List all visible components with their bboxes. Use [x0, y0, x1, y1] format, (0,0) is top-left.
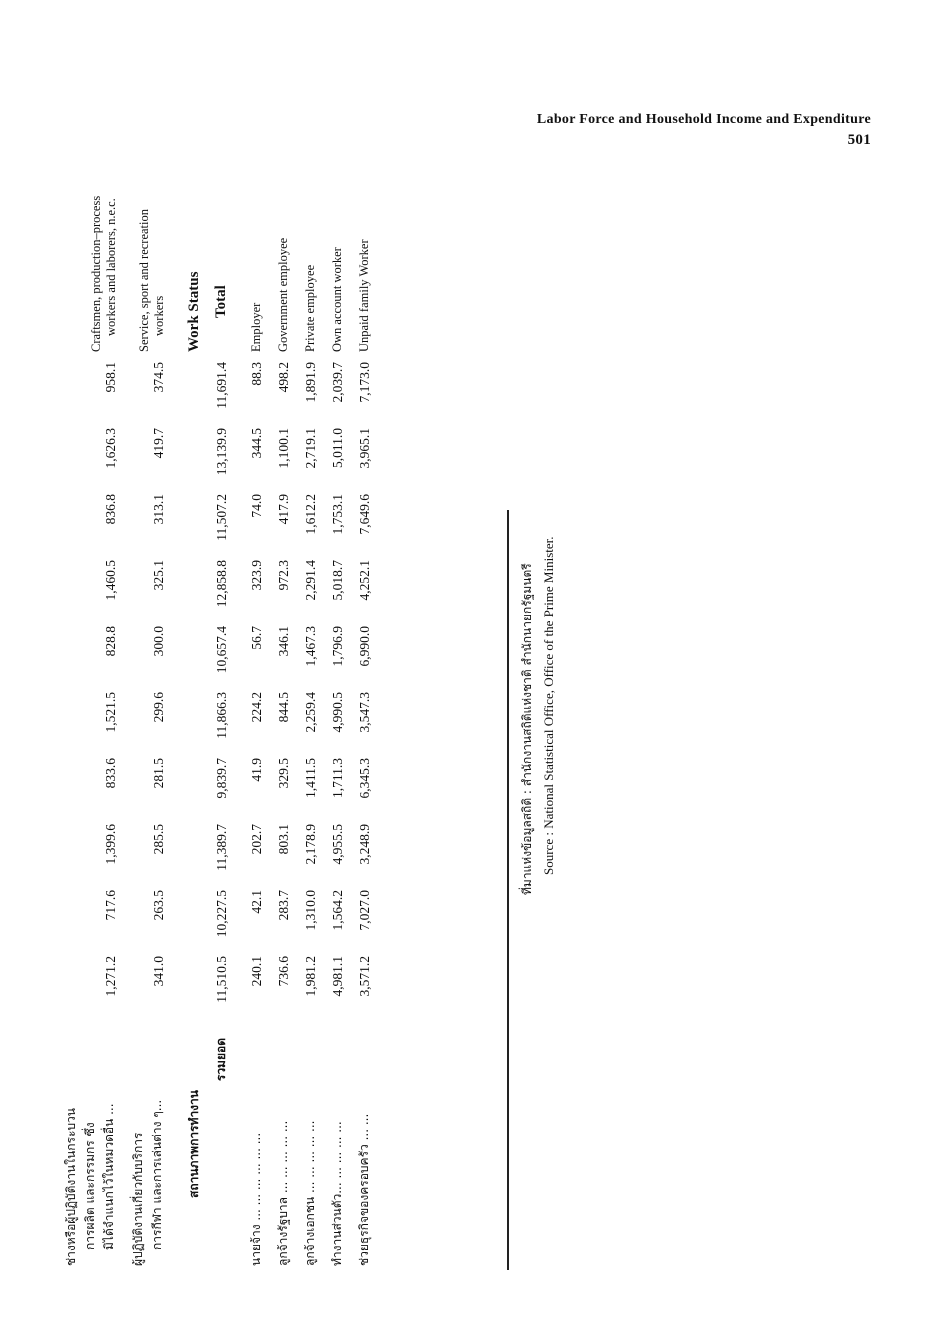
- table-cell: 1,564.2: [329, 890, 345, 931]
- table-cell: 285.5: [151, 824, 166, 855]
- table-cell: 11,389.7: [213, 824, 229, 871]
- table-cell: 13,139.9: [213, 428, 229, 476]
- table-cell: 3,248.9: [356, 824, 372, 865]
- table-cell: 1,612.2: [302, 494, 318, 535]
- table-cell: 498.2: [275, 362, 291, 393]
- table-row-government: [274, 192, 293, 1270]
- table-cell: 1,796.9: [329, 626, 345, 667]
- row-thai-label: ช่วยธุรกิจของครอบครัว ... ...: [357, 1113, 371, 1266]
- table-cell: 6,990.0: [356, 626, 372, 667]
- table-cell: 2,719.1: [302, 428, 318, 469]
- table-cell: 1,271.2: [103, 956, 118, 997]
- table-cell: 1,310.0: [302, 890, 318, 931]
- table-cell: 1,981.2: [302, 956, 318, 997]
- table-cell: 341.0: [151, 956, 166, 987]
- table-cell: 346.1: [275, 626, 291, 657]
- section-heading-row: [167, 192, 212, 1270]
- table-cell: 7,027.0: [356, 890, 372, 931]
- table-cell: 803.1: [275, 824, 291, 855]
- table-row-total: [212, 192, 231, 1270]
- table-cell: 833.6: [103, 758, 118, 789]
- table-cell: 11,510.5: [213, 956, 229, 1003]
- table-row-craftsmen: [62, 192, 119, 1270]
- table-cell: 4,955.5: [329, 824, 345, 865]
- table-cell: 1,411.5: [302, 758, 318, 798]
- table-cell: 844.5: [275, 692, 291, 723]
- table-cell: 283.7: [275, 890, 291, 921]
- table-row-private: [301, 192, 320, 1270]
- table-cell: 10,227.5: [213, 890, 229, 938]
- rotated-table-page: [62, 170, 556, 1270]
- table-cell: 240.1: [248, 956, 264, 987]
- table-cell: 1,399.6: [103, 824, 118, 865]
- table-cell: 202.7: [248, 824, 264, 855]
- table-cell: 958.1: [103, 362, 118, 393]
- row-thai-label: ลูกจ้างเอกชน ... ... ... ... ...: [303, 1120, 317, 1266]
- table-cell: 2,039.7: [329, 362, 345, 403]
- table-cell: 329.5: [275, 758, 291, 789]
- table-cell: 972.3: [275, 560, 291, 591]
- table-cell: 5,018.7: [329, 560, 345, 601]
- table-cell: 56.7: [248, 626, 264, 650]
- table-cell: 10,657.4: [213, 626, 229, 674]
- row-english-label: Private employee: [303, 264, 317, 352]
- table-row-own-account: [328, 192, 347, 1270]
- table-cell: 325.1: [151, 560, 166, 591]
- table-cell: 88.3: [248, 362, 264, 386]
- table-cell: 1,521.5: [103, 692, 118, 733]
- table-cell: 4,981.1: [329, 956, 345, 997]
- table-cell: 74.0: [248, 494, 264, 518]
- row-english-label: Employer: [249, 302, 263, 352]
- table-cell: 1,891.9: [302, 362, 318, 403]
- table-cell: 263.5: [151, 890, 166, 921]
- row-thai-label: ทำงานส่วนตัว... ... ... ... ...: [330, 1121, 344, 1266]
- row-thai-label: ลูกจ้างรัฐบาล ... ... ... ... ...: [276, 1120, 290, 1266]
- table-cell: 417.9: [275, 494, 291, 525]
- table-cell: 3,571.2: [356, 956, 372, 997]
- table-cell: 4,990.5: [329, 692, 345, 733]
- table-cell: 717.6: [103, 890, 118, 921]
- row-english-label: Unpaid family Worker: [357, 239, 371, 352]
- table-cell: 1,753.1: [329, 494, 345, 535]
- source-thai: ที่มาแห่งข้อมูลสถิติ : สำนักงานสถิติแห่งชาติ สำนักนายกรัฐมนตรี: [520, 563, 534, 895]
- table-cell: 300.0: [151, 626, 166, 657]
- source-english: Source : National Statistical Office, Office of the Prime Minister.: [541, 536, 556, 875]
- table-cell: 41.9: [248, 758, 264, 782]
- row-english-label: Service, sport and recreation workers: [137, 209, 166, 352]
- table-row-unpaid-family: [355, 192, 374, 1270]
- table-cell: 281.5: [151, 758, 166, 789]
- table-cell: 3,547.3: [356, 692, 372, 733]
- table-cell: 1,626.3: [103, 428, 118, 469]
- table-cell: 11,507.2: [213, 494, 229, 541]
- table-cell: 374.5: [151, 362, 166, 393]
- table-cell: 3,965.1: [356, 428, 372, 469]
- table-cell: 9,839.7: [213, 758, 229, 799]
- total-english-label: Total: [213, 285, 229, 318]
- row-thai-label: ช่างหรือผู้ปฏิบัติงานในกระบวน การผลิต และกรรมกร ซึ่ง มิได้จำแนกไว้ในหมวดอื่น ...: [64, 1103, 116, 1266]
- labor-force-table: [62, 192, 374, 1270]
- table-cell: 7,173.0: [356, 362, 372, 403]
- table-cell: 1,100.1: [275, 428, 291, 469]
- table-cell: 7,649.6: [356, 494, 372, 535]
- table-bottom-rule: [507, 510, 509, 1270]
- table-row-service: [129, 192, 167, 1270]
- table-cell: 2,291.4: [302, 560, 318, 601]
- table-cell: 836.8: [103, 494, 118, 525]
- source-note: [518, 175, 557, 895]
- table-cell: 1,467.3: [302, 626, 318, 667]
- page-number: 501: [847, 132, 871, 148]
- table-cell: 323.9: [248, 560, 264, 591]
- table-cell: 299.6: [151, 692, 166, 723]
- table-row-employer: [247, 192, 266, 1270]
- table-cell: 6,345.3: [356, 758, 372, 799]
- running-head-title: Labor Force and Household Income and Expenditure: [536, 112, 871, 127]
- table-cell: 828.8: [103, 626, 118, 657]
- table-cell: 2,259.4: [302, 692, 318, 733]
- row-english-label: Own account worker: [330, 247, 344, 352]
- table-cell: 42.1: [248, 890, 264, 914]
- total-thai-label: รวมยอด: [214, 1038, 228, 1082]
- table-cell: 419.7: [151, 428, 166, 459]
- table-cell: 224.2: [248, 692, 264, 723]
- table-cell: 1,711.3: [329, 758, 345, 798]
- running-head: [451, 112, 871, 149]
- table-cell: 11,691.4: [213, 362, 229, 409]
- section-heading-english: Work Status: [186, 271, 202, 352]
- section-heading-thai: สถานภาพการทำงาน: [187, 1090, 201, 1198]
- table-cell: 736.6: [275, 956, 291, 987]
- table-cell: 313.1: [151, 494, 166, 525]
- table-cell: 344.5: [248, 428, 264, 459]
- row-thai-label: นายจ้าง ... ... ... ... ... ...: [249, 1132, 263, 1266]
- table-cell: 11,866.3: [213, 692, 229, 739]
- table-cell: 2,178.9: [302, 824, 318, 865]
- table-cell: 4,252.1: [356, 560, 372, 601]
- table-cell: 12,858.8: [213, 560, 229, 608]
- table-cell: 1,460.5: [103, 560, 118, 601]
- table-cell: 5,011.0: [329, 428, 345, 468]
- row-english-label: Craftsmen, production–process workers and laborers, n.e.c.: [89, 195, 118, 352]
- row-english-label: Government employee: [276, 237, 290, 352]
- row-thai-label: ผู้ปฏิบัติงานเกี่ยวกับบริการ การกีฬา และการเล่นต่าง ๆ...: [131, 1099, 164, 1266]
